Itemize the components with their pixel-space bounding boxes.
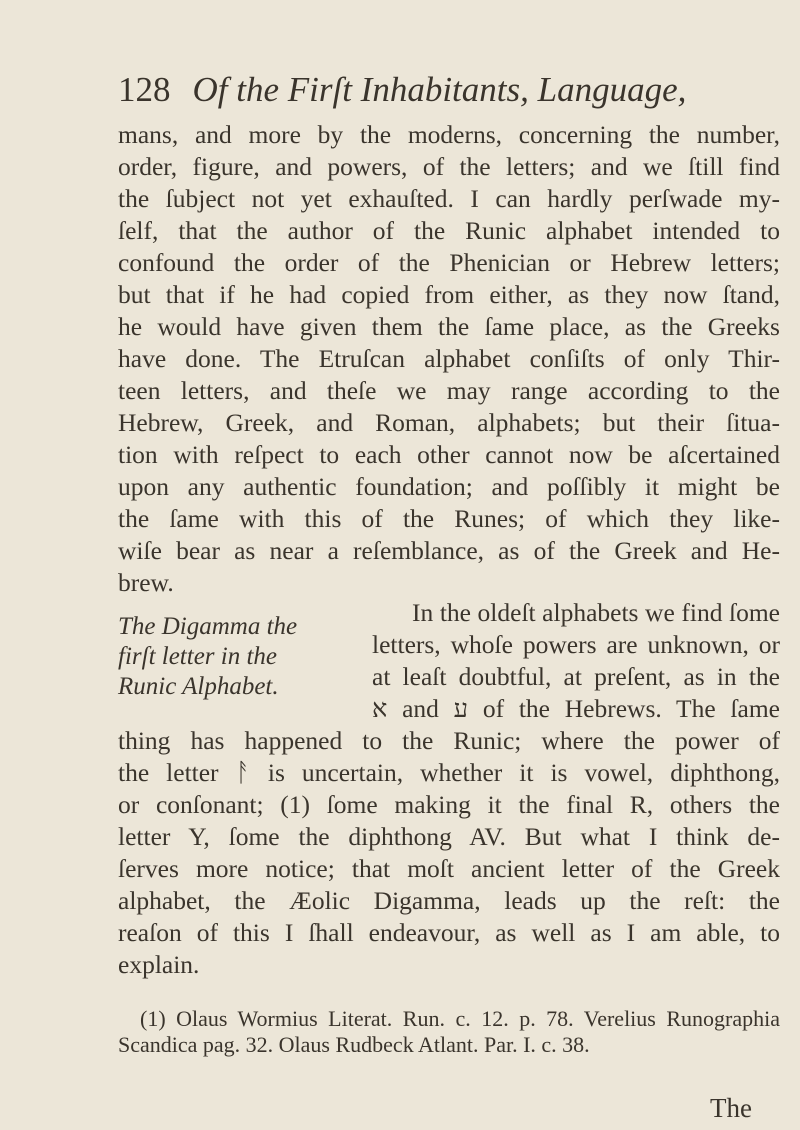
body-line: א and ע of the Hebrews. The ſame [372,694,780,723]
body-line: order, figure, and powers, of the letters; and we ſtill find [118,152,780,181]
page-number: 128 [118,70,171,109]
body-line: upon any authentic foundation; and poſſibly it might be [118,472,780,501]
body-line: the letter ᚨ is uncertain, whether it is vowel, diphthong, [118,758,780,787]
body-line: the ſubject not yet exhauſted. I can hardly perſwade my- [118,184,780,213]
body-line: ſelf, that the author of the Runic alphabet intended to [118,216,780,245]
body-line: the ſame with this of the Runes; of which they like- [118,504,780,533]
body-line: alphabet, the Æolic Digamma, leads up the reſt: the [118,886,780,915]
body-line: but that if he had copied from either, as they now ſtand, [118,280,780,309]
body-line: confound the order of the Phenician or Hebrew letters; [118,248,780,277]
body-line: at leaſt doubtful, at preſent, as in the [372,662,780,691]
body-line: mans, and more by the moderns, concerning the number, [118,120,780,149]
footnote-line: (1) Olaus Wormius Literat. Run. c. 12. p. 78. Verelius Runographia [140,1006,780,1031]
body-line: letter Y, ſome the diphthong AV. But what I think de- [118,822,780,851]
body-line: he would have given them the ſame place, as the Greeks [118,312,780,341]
body-line: have done. The Etruſcan alphabet conſiſts of only Thir- [118,344,780,373]
body-line: tion with reſpect to each other cannot now be aſcertained [118,440,780,469]
body-line: teen letters, and theſe we may range according to the [118,376,780,405]
body-line: In the oldeſt alphabets we find ſome [412,598,780,627]
body-line: or conſonant; (1) ſome making it the final R, others the [118,790,780,819]
body-line: thing has happened to the Runic; where the power of [118,726,780,755]
book-page: 128 Of the Firſt Inhabitants, Language, mans, and more by the moderns, concerning the number, order, figure, and powers, of the letters; and we ſtill find the ſubject not yet exhauſted. I can hardly perſwade my- ſelf, that the author of the Runic alphabet intended to confound the order of the Phenician or Hebrew letters; but that if he had copied from either, as they now ſtand, he would have given them the ſame place, as the Greeks have done. The Etruſcan alphabet conſiſts of only Thir- teen letters, and theſe we may range according to the Hebrew, Greek, and Roman, alphabets; but their ſitua- tion with reſpect to each other cannot now be aſcertained upon any authentic foundation; and poſſibly it might be the ſame with this of the Runes; of which they like- wiſe bear as near a reſemblance, as of the Greek and He- brew. The Digamma the firſt letter in the Runic Alphabet. In the oldeſt alphabets we find ſome letters, whoſe powers are unknown, or at leaſt doubtful, at preſent, as in the א and ע of the Hebrews. The ſame thing has happened to the Runic; where the power of the letter ᚨ is uncertain, whether it is vowel, diphthong, or conſonant; (1) ſome making it the final R, others the letter Y, ſome the diphthong AV. But what I think de- ſerves more notice; that moſt ancient letter of the Greek alphabet, the Æolic Digamma, leads up the reſt: the reaſon of this I ſhall endeavour, as well as I am able, to explain. (1) Olaus Wormius Literat. Run. c. 12. p. 78. Verelius Runographia Scandica pag. 32. Olaus Rudbeck Atlant. Par. I. c. 38. The [118,70,780,1123]
body-line: explain. [118,950,200,979]
running-title: Of the Firſt Inhabitants, Language, [192,70,687,109]
body-line: ſerves more notice; that moſt ancient letter of the Greek [118,854,780,883]
body-line: brew. [118,568,174,597]
body-line: letters, whoſe powers are unknown, or [372,630,780,659]
body-line: wiſe bear as near a reſemblance, as of the Greek and He- [118,536,780,565]
catchword: The [710,1093,752,1123]
running-header [118,70,758,110]
footnote-line: Scandica pag. 32. Olaus Rudbeck Atlant. Par. I. c. 38. [118,1032,590,1057]
body-line: Hebrew, Greek, and Roman, alphabets; but their ſitua- [118,408,780,437]
body-line: reaſon of this I ſhall endeavour, as well as I am able, to [118,918,780,947]
